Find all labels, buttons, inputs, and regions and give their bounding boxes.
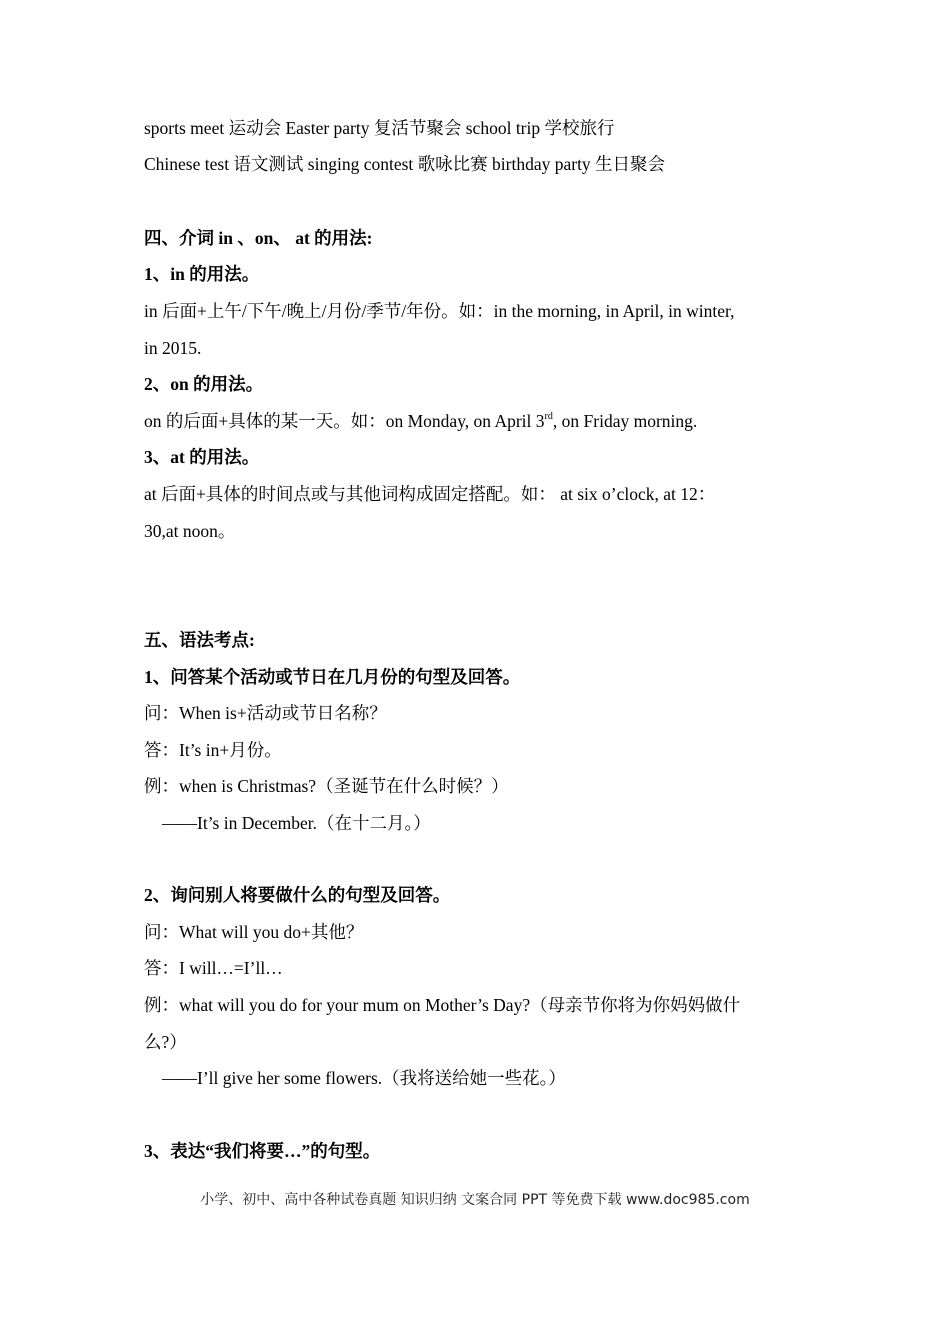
- vocab-line-1: sports meet 运动会 Easter party 复活节聚会 school trip 学校旅行: [144, 118, 615, 138]
- point-3-heading: 3、表达“我们将要…”的句型。: [144, 1141, 381, 1161]
- in-usage-body-2: in 2015.: [144, 338, 202, 358]
- point-2-heading: 2、询问别人将要做什么的句型及回答。: [144, 885, 451, 905]
- point-2-example-answer: ——I’ll give her some flowers.（我将送给她一些花。）: [162, 1068, 566, 1088]
- point-1-example-answer: ——It’s in December.（在十二月。）: [162, 813, 431, 833]
- page-footer: 小学、初中、高中各种试卷真题 知识归纳 文案合同 PPT 等免费下载 www.doc985.com: [200, 1192, 750, 1208]
- at-usage-body-2: 30,at noon。: [144, 521, 236, 541]
- at-usage-heading: 3、at 的用法。: [144, 447, 260, 467]
- on-usage-body: [144, 409, 697, 433]
- point-1-answer: 答：It’s in+月份。: [144, 740, 282, 760]
- section-5-title: 五、语法考点:: [144, 630, 255, 650]
- on-usage-body-tail: , on Friday morning.: [552, 411, 698, 431]
- on-usage-body-main: on 的后面+具体的某一天。如：on Monday, on April 3: [144, 411, 545, 431]
- point-2-question: 问：What will you do+其他？: [144, 922, 364, 942]
- on-usage-heading: 2、on 的用法。: [144, 374, 264, 394]
- point-1-example: 例：when is Christmas?（圣诞节在什么时候？）: [144, 776, 509, 796]
- in-usage-body-1: in 后面+上午/下午/晚上/月份/季节/年份。如：in the morning, in April, in winter,: [144, 301, 735, 321]
- point-2-example-2: 么?）: [144, 1032, 187, 1052]
- point-2-answer: 答：I will…=I’ll…: [144, 958, 283, 978]
- point-1-heading: 1、问答某个活动或节日在几月份的句型及回答。: [144, 667, 521, 687]
- ordinal-suffix: rd: [544, 411, 553, 422]
- point-2-example-1: 例：what will you do for your mum on Mother’s Day?（母亲节你将为你妈妈做什: [144, 995, 741, 1015]
- section-4-title: 四、介词 in 、on、 at 的用法:: [144, 228, 373, 248]
- point-1-question: 问：When is+活动或节日名称？: [144, 703, 387, 723]
- in-usage-heading: 1、in 的用法。: [144, 264, 260, 284]
- vocab-line-2: Chinese test 语文测试 singing contest 歌咏比赛 birthday party 生日聚会: [144, 154, 666, 174]
- at-usage-body-1: at 后面+具体的时间点或与其他词构成固定搭配。如： at six o’clock, at 12：: [144, 484, 716, 504]
